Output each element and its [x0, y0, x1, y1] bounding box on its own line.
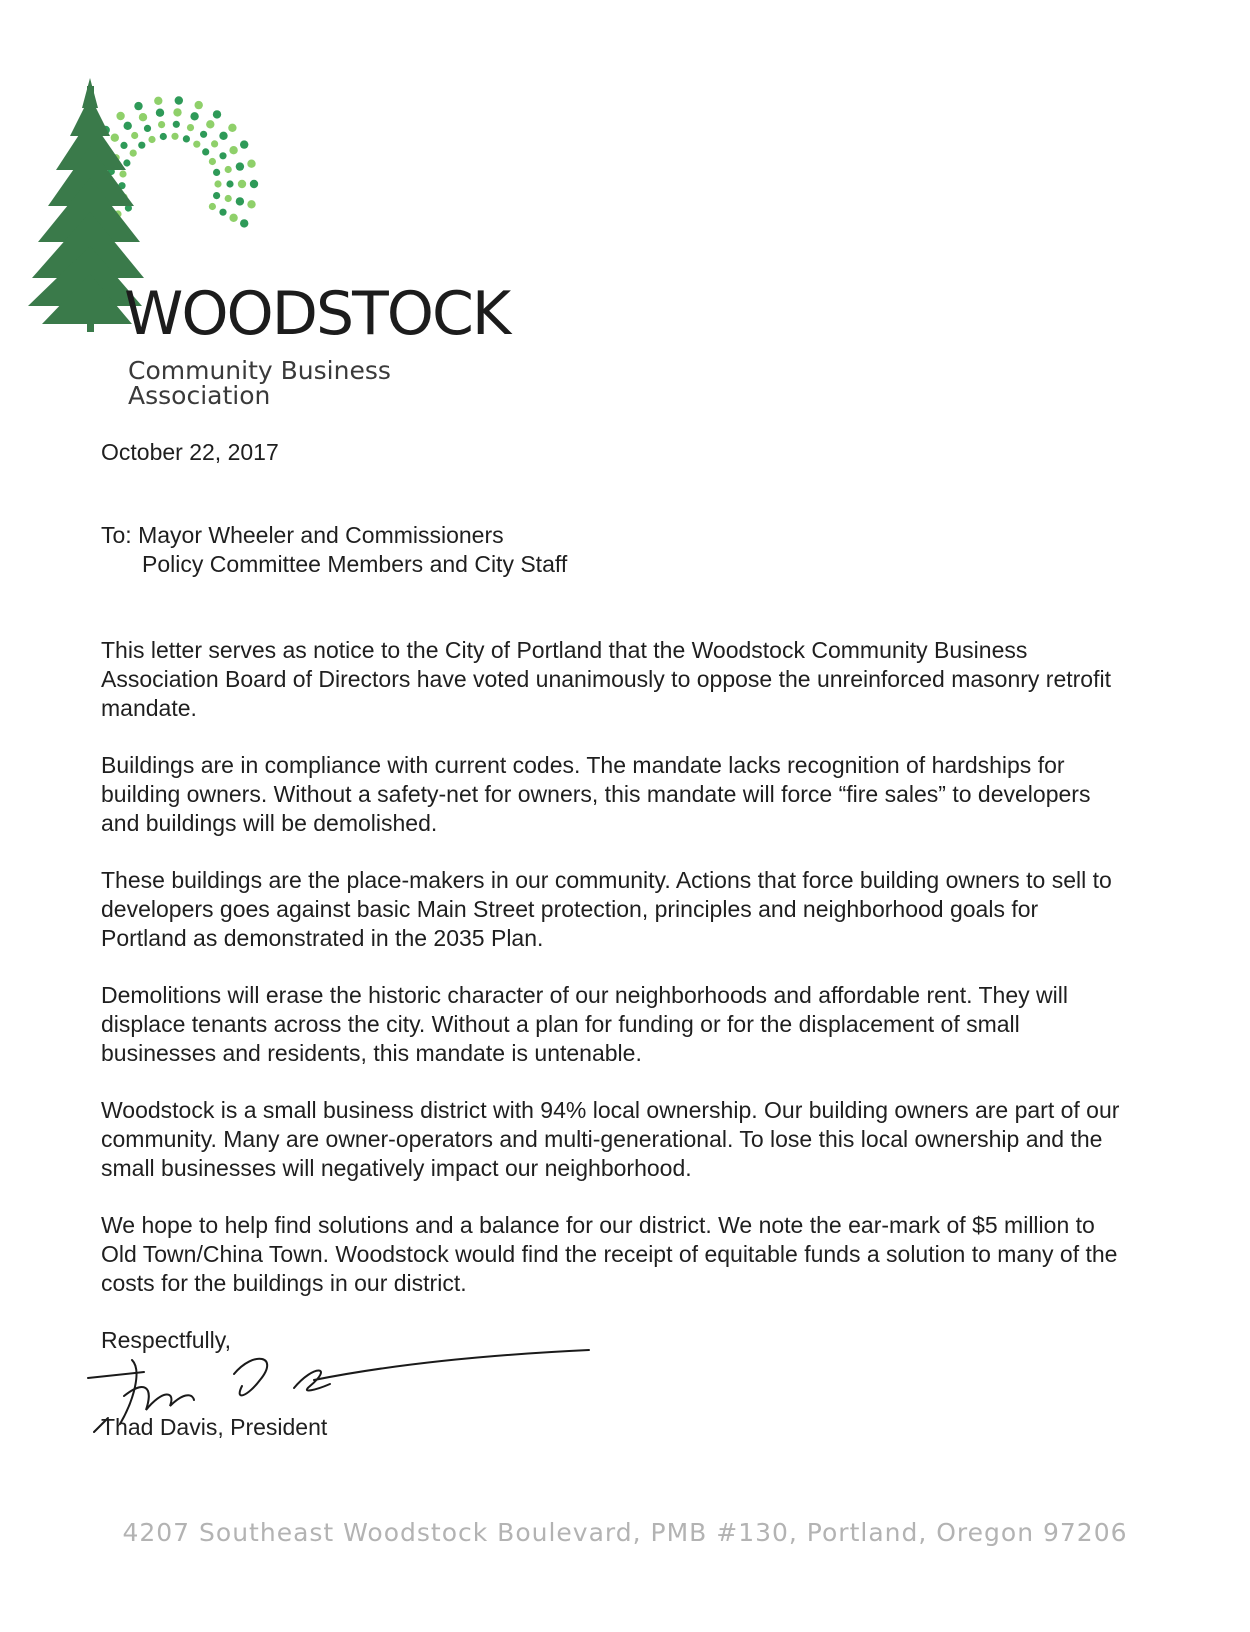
logo-dot	[190, 112, 198, 120]
logo-dot	[173, 121, 180, 128]
logo-dot	[247, 200, 255, 208]
logo-wordmark: WOODSTOCK	[124, 279, 510, 349]
logo-tagline: Community Business Association	[128, 356, 391, 410]
logo-dot	[134, 102, 142, 110]
paragraph-2: Buildings are in compliance with current codes. The mandate lacks recognition of hardships for building owners. Without a safety-net for owners, this mandate will force “fire sales” to developers and buildings will be demolished.	[101, 752, 1091, 836]
logo-dot	[229, 214, 237, 222]
logo-dot	[219, 209, 226, 216]
logo-dot	[139, 113, 147, 121]
logo-dot	[131, 132, 138, 139]
logo-dot	[124, 122, 132, 130]
signer-name: Thad Davis, President	[101, 1414, 328, 1440]
logo-dot	[209, 203, 216, 210]
logo-dot	[156, 109, 164, 117]
logo-dot	[213, 110, 221, 118]
recipient-line-1: To: Mayor Wheeler and Commissioners	[101, 522, 504, 548]
footer-address: 4207 Southeast Woodstock Boulevard, PMB #130, Portland, Oregon 97206	[122, 1518, 1128, 1547]
logo-dot	[225, 166, 232, 173]
logo-dot	[160, 133, 167, 140]
logo-dot	[119, 170, 126, 177]
logo-dot	[209, 158, 216, 165]
logo-dot	[138, 142, 145, 149]
logo-dot	[219, 152, 226, 159]
logo-dot	[183, 135, 190, 142]
logo-dot	[116, 112, 124, 120]
logo-dot	[213, 192, 220, 199]
logo-dot	[250, 180, 258, 188]
logo-dot	[120, 142, 127, 149]
logo-dot	[130, 150, 137, 157]
logo-dot	[193, 141, 200, 148]
logo-dot	[214, 180, 221, 187]
logo-dot	[236, 162, 244, 170]
logo-dot	[236, 197, 244, 205]
recipients	[101, 521, 1121, 579]
logo-dot	[219, 132, 227, 140]
logo-dot	[229, 146, 237, 154]
logo-dot	[148, 136, 155, 143]
closing: Respectfully,	[101, 1327, 231, 1353]
logo-dot	[144, 125, 151, 132]
logo-dot	[187, 124, 194, 131]
paragraph-1: This letter serves as notice to the City of Portland that the Woodstock Community Business Association Board of Directors have voted unanimously to oppose the unreinforced masonry retrofit mandate.	[101, 637, 1111, 721]
paragraph-6: We hope to help find solutions and a balance for our district. We note the ear-mark of $5 million to Old Town/China Town. Woodstock would find the receipt of equitable funds a solution to many of the costs for the buildings in our district.	[101, 1212, 1118, 1296]
logo-dot	[111, 134, 119, 142]
letter-date: October 22, 2017	[101, 439, 279, 465]
recipient-line-2: Policy Committee Members and City Staff	[142, 551, 568, 577]
logo-dot	[202, 148, 209, 155]
logo-dot	[226, 180, 233, 187]
logo-dot	[175, 96, 183, 104]
paragraph-4: Demolitions will erase the historic character of our neighborhoods and affordable rent. They will displace tenants across the city. Without a plan for funding or for the displacement of small businesses and residents, this mandate is untenable.	[101, 982, 1068, 1066]
logo-dot	[173, 108, 181, 116]
logo-dot	[123, 159, 130, 166]
letter-body	[101, 636, 1121, 1326]
logo-dot	[225, 195, 232, 202]
logo-dot	[195, 101, 203, 109]
logo-dot	[200, 131, 207, 138]
logo-dot	[228, 124, 236, 132]
logo-dot	[238, 180, 246, 188]
logo-dot	[171, 133, 178, 140]
logo-dot	[247, 160, 255, 168]
logo-dot	[211, 140, 218, 147]
logo-dot	[158, 121, 165, 128]
logo-dot	[154, 97, 162, 105]
paragraph-3: These buildings are the place-makers in our community. Actions that force building owners to sell to developers goes against basic Main Street protection, principles and neighborhood goals for Portland as demonstrated in the 2035 Plan.	[101, 867, 1112, 951]
logo-dot	[240, 219, 248, 227]
logo-dot	[240, 140, 248, 148]
paragraph-5: Woodstock is a small business district with 94% local ownership. Our building owners are part of our community. Many are owner-operators and multi-generational. To lose this local ownership and the small businesses will negatively impact our neighborhood.	[101, 1097, 1120, 1181]
organization-logo	[26, 78, 526, 410]
logo-dot	[206, 120, 214, 128]
logo-dot	[213, 169, 220, 176]
